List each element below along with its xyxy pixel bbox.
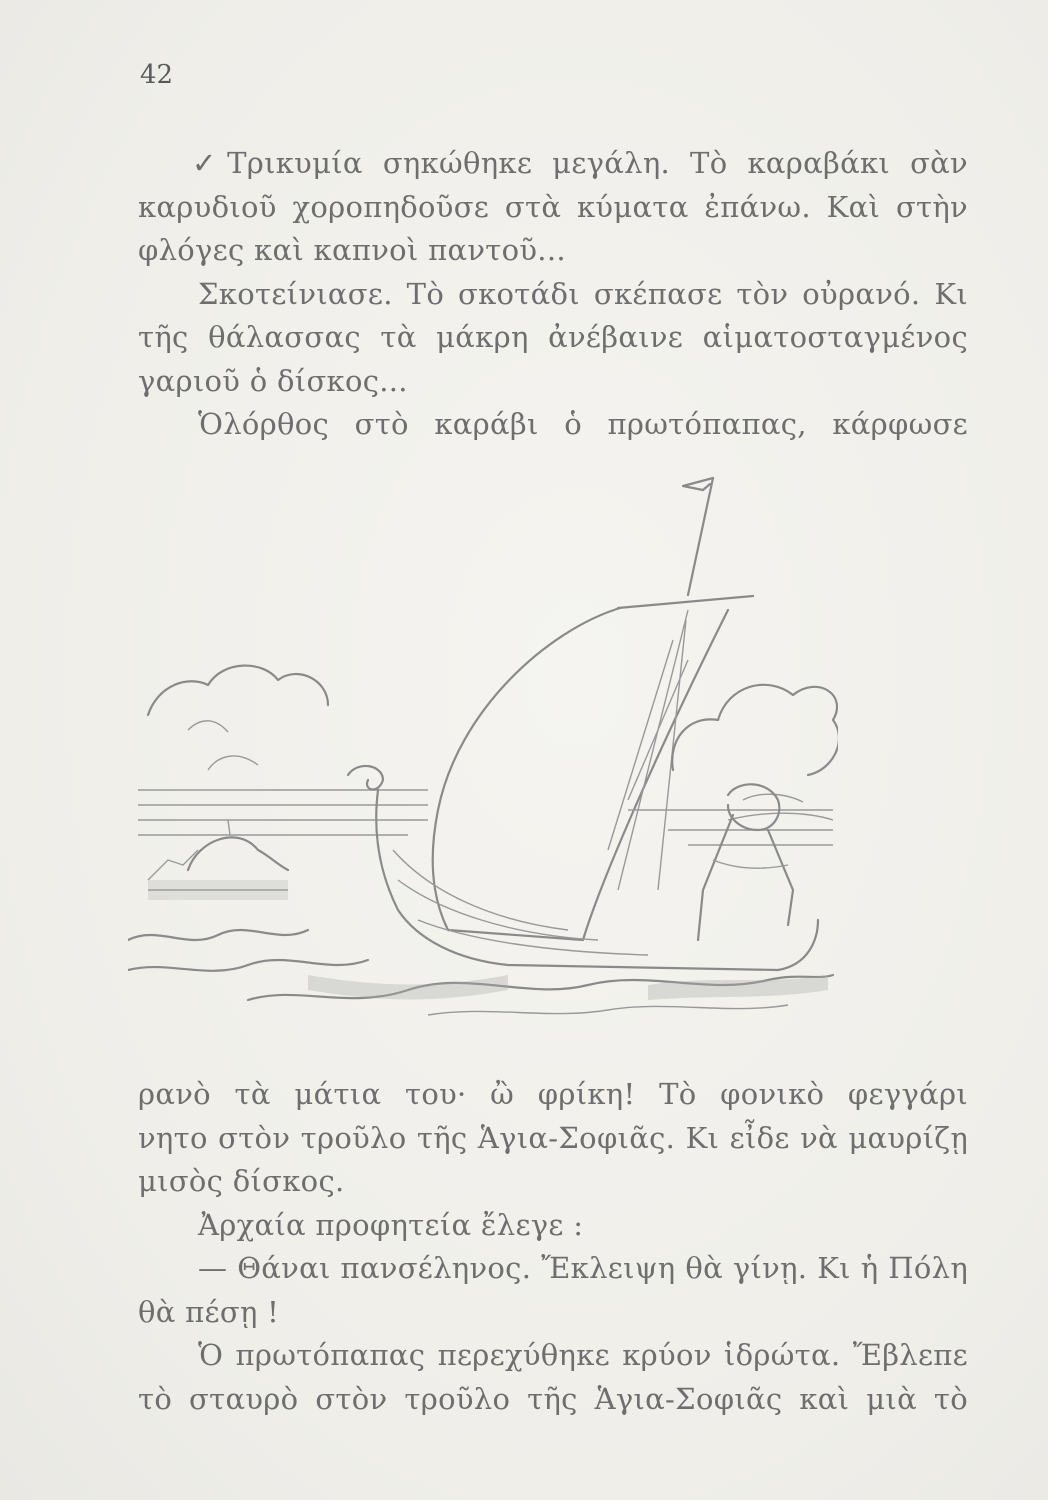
page-number: 42 bbox=[140, 60, 174, 90]
text-block-bottom bbox=[138, 1073, 968, 1421]
text-line: νητο στὸν τροῦλο τῆς Ἁγια-Σοφιᾶς. Κι εἶδε νὰ μαυρίζῃ bbox=[138, 1120, 968, 1155]
prow-scroll bbox=[348, 766, 383, 790]
figure-head bbox=[728, 784, 779, 830]
sailing-ship-drawing bbox=[128, 470, 838, 1030]
sail bbox=[433, 608, 728, 940]
text-line: Ὁλόρθος στὸ καράβι ὁ πρωτόπαπας, κάρφωσε bbox=[198, 407, 968, 441]
text-block-top bbox=[138, 142, 968, 447]
cloud-right bbox=[672, 685, 838, 775]
yard bbox=[618, 596, 753, 608]
figure-body bbox=[698, 815, 793, 940]
pennant-flag bbox=[683, 478, 713, 490]
mast bbox=[688, 478, 713, 595]
dome bbox=[188, 837, 288, 870]
text-line: Ἀρχαία προφητεία ἔλεγε : bbox=[198, 1207, 584, 1242]
text-line: Σκοτείνιασε. Τὸ σκοτάδι σκέπασε τὸν οὐρανό. Κι bbox=[198, 276, 968, 311]
text-line: τῆς θάλασσας τὰ μάκρη ἀνέβαινε αἱματοσταγμένος bbox=[138, 320, 968, 354]
text-line: γαριοῦ ὁ δίσκος... bbox=[138, 363, 408, 398]
text-line: ✓Τρικυμία σηκώθηκε μεγάλη. Τὸ καραβάκι σὰν bbox=[192, 146, 968, 180]
text-line: Ὁ πρωτόπαπας περεχύθηκε κρύον ἱδρώτα. Ἔβλεπε bbox=[198, 1338, 968, 1372]
text-line: φλόγες καὶ καπνοὶ παντοῦ... bbox=[138, 233, 566, 267]
ship-illustration bbox=[128, 470, 838, 1030]
text-line: ρανὸ τὰ μάτια του· ὢ φρίκη! Τὸ φονικὸ φεγγάρι bbox=[138, 1077, 968, 1111]
text-line: τὸ σταυρὸ στὸν τροῦλο τῆς Ἁγια-Σοφιᾶς καὶ μιὰ τὸ bbox=[138, 1381, 968, 1416]
hull bbox=[376, 790, 818, 970]
text-line: μισὸς δίσκος. bbox=[138, 1164, 345, 1198]
text-line: καρυδιοῦ χοροπηδοῦσε στὰ κύματα ἐπάνω. Καὶ στὴν bbox=[138, 189, 968, 224]
text-line: θὰ πέσῃ ! bbox=[138, 1294, 280, 1329]
text-line: — Θάναι πανσέληνος. Ἔκλειψη θὰ γίνῃ. Κι ἡ Πόλη bbox=[198, 1251, 968, 1285]
cloud-left bbox=[148, 666, 328, 715]
